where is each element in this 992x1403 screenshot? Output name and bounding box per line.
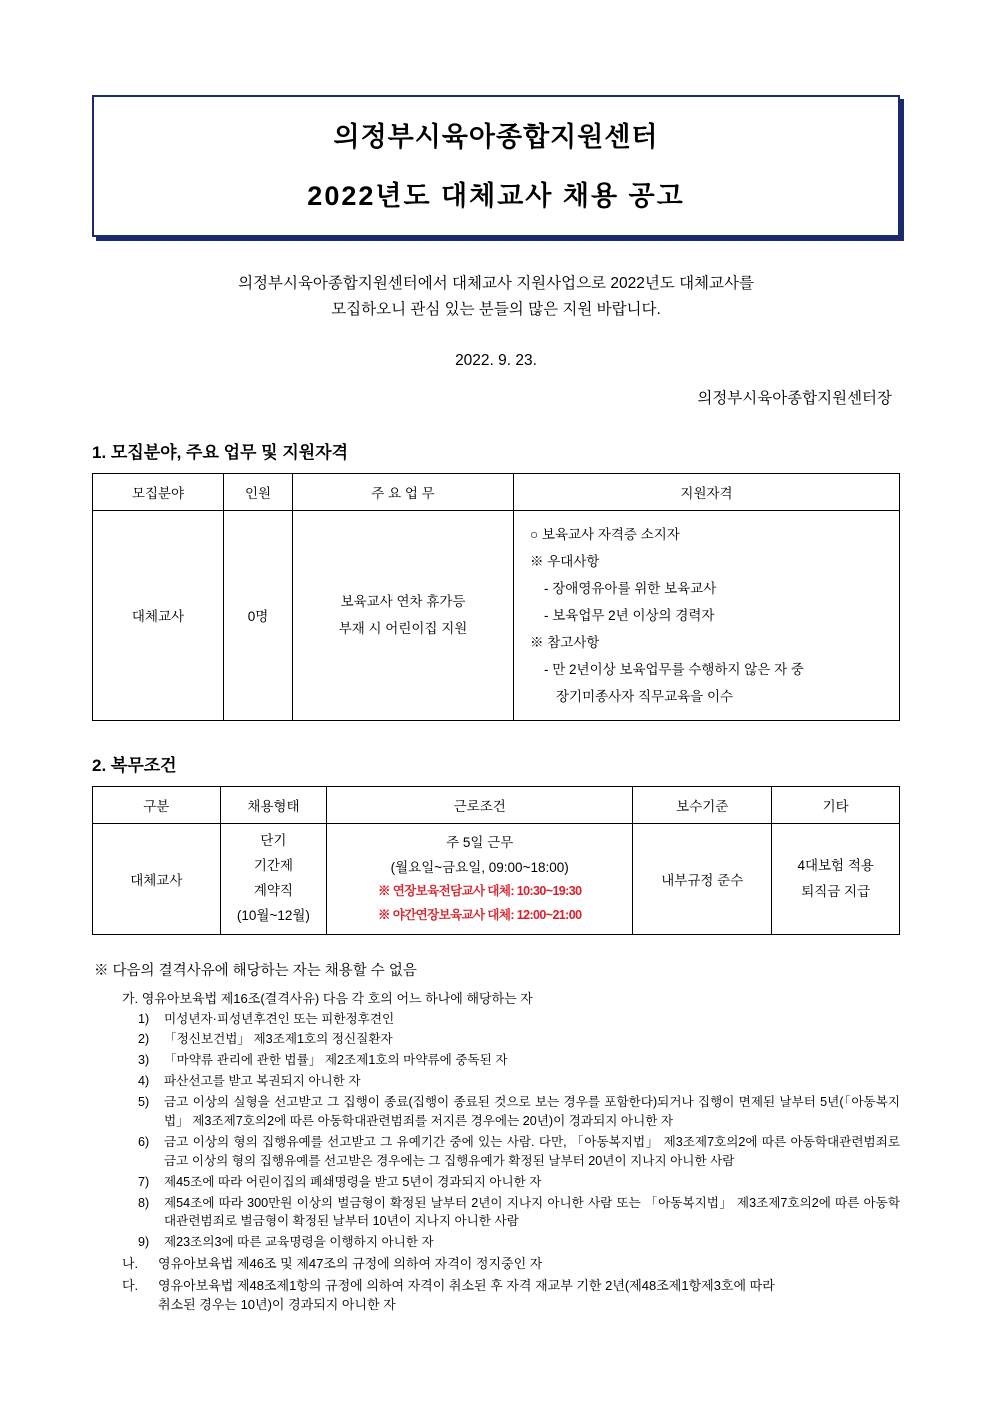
- qual-line-4: - 보육업무 2년 이상의 경력자: [544, 607, 715, 623]
- announcement-date: 2022. 9. 23.: [455, 351, 537, 369]
- table-row: [93, 510, 900, 720]
- item-number: 1): [138, 1011, 150, 1026]
- table-header-row: [93, 786, 900, 823]
- disqualification-notes: [92, 959, 900, 1315]
- col-etc: 기타: [772, 786, 900, 823]
- table-row: [93, 823, 900, 934]
- item-number: 9): [138, 1235, 150, 1250]
- note-group-a: [92, 988, 900, 1253]
- cond-note-night-care: ※ 야간연장보육교사 대체: 12:00~21:00: [377, 907, 582, 922]
- list-item: [138, 1194, 900, 1232]
- note-item-list: [122, 1010, 900, 1253]
- qual-line-6: - 만 2년이상 보육업무를 수행하지 않은 자 중: [544, 661, 804, 677]
- cell-duty: [293, 510, 514, 720]
- col-working-condition: 근로조건: [327, 786, 633, 823]
- list-item: [138, 1133, 900, 1171]
- col-qualification: 지원자격: [514, 473, 900, 510]
- item-text: 금고 이상의 형의 집행유예를 선고받고 그 유예기간 중에 있는 사람. 다만, 「아동복지법」 제3조제7호의2에 따른 아동학대관련범죄로 금고 이상의 형의 집행유예를 선고받은 경우에는 그 집행유예가 확정된 날부터 20년이 지나지 아니한 사람: [164, 1134, 900, 1168]
- cell-count: 0명: [224, 510, 293, 720]
- etc-line-2: 퇴직금 지급: [801, 883, 871, 899]
- intro-paragraph: [92, 271, 900, 324]
- etc-line-1: 4대보험 적용: [797, 857, 874, 873]
- col-gubun: 구분: [93, 786, 221, 823]
- intro-line-2: 모집하오니 관심 있는 분들의 많은 지원 바랍니다.: [331, 301, 661, 319]
- item-number: 5): [138, 1095, 150, 1110]
- cell-qualification: [514, 510, 900, 720]
- list-item: [138, 1030, 900, 1049]
- intro-line-1: 의정부시육아종합지원센터에서 대체교사 지원사업으로 2022년도 대체교사를: [238, 275, 754, 292]
- cell-working-condition: [327, 823, 633, 934]
- recruitment-table: [92, 473, 900, 721]
- title-box: [92, 95, 900, 237]
- list-item: [138, 1173, 900, 1192]
- item-text: 「마약류 관리에 관한 법률」 제2조제1호의 마약류에 중독된 자: [164, 1053, 508, 1068]
- cell-employment-type: [220, 823, 327, 934]
- note-label-c: 다.: [122, 1277, 139, 1293]
- note-line-c: [122, 1276, 900, 1315]
- note-label-b: 나.: [122, 1256, 139, 1272]
- duty-line-2: 부재 시 어린이집 지원: [338, 621, 468, 637]
- col-pay-standard: 보수기준: [633, 786, 772, 823]
- note-group-a-title: 가. 영유아보육법 제16조(결격사유) 다음 각 호의 어느 하나에 해당하는 자: [122, 990, 533, 1006]
- item-number: 7): [138, 1174, 150, 1189]
- item-number: 6): [138, 1134, 150, 1149]
- cond-note-extended-care: ※ 연장보육전담교사 대체: 10:30~19:30: [377, 884, 582, 899]
- item-text: 제23조의3에 따른 교육명령을 이행하지 아니한 자: [164, 1235, 434, 1250]
- list-item: [138, 1093, 900, 1131]
- issuer-name: 의정부시육아종합지원센터장: [697, 389, 892, 407]
- announcement-title: 2022년도 대체교사 채용 공고: [307, 181, 685, 211]
- type-line-2: 기간제: [253, 857, 293, 873]
- qual-line-5: ※ 참고사항: [530, 634, 600, 650]
- list-item: [138, 1051, 900, 1070]
- col-count: 인원: [224, 473, 293, 510]
- notes-title: ※ 다음의 결격사유에 해당하는 자는 채용할 수 없음: [94, 962, 417, 979]
- col-duty: 주 요 업 무: [293, 473, 514, 510]
- item-number: 2): [138, 1032, 150, 1047]
- qual-line-2: ※ 우대사항: [530, 553, 600, 569]
- col-field: 모집분야: [93, 473, 224, 510]
- item-text: 파산선고를 받고 복권되지 아니한 자: [164, 1074, 361, 1089]
- duty-line-1: 보육교사 연차 휴가등: [340, 594, 466, 610]
- item-text: 「정신보건법」 제3조제1호의 정신질환자: [164, 1032, 393, 1047]
- cond-line-2: (월요일~금요일, 09:00~18:00): [390, 859, 569, 875]
- note-text-c: 영유아보육법 제48조제1항의 규정에 의하여 자격이 취소된 후 자격 재교부 기한 2년(제48조제1항제3호에 따라: [158, 1277, 775, 1293]
- item-number: 8): [138, 1195, 150, 1210]
- center-name: 의정부시육아종합지원센터: [333, 122, 659, 152]
- list-item: [138, 1233, 900, 1252]
- type-line-1: 단기: [260, 832, 287, 848]
- note-text-b: 영유아보육법 제46조 및 제47조의 규정에 의하여 자격이 정지중인 자: [158, 1256, 543, 1272]
- cell-field: 대체교사: [93, 510, 224, 720]
- col-employment-type: 채용형태: [220, 786, 327, 823]
- cond-line-1: 주 5일 근무: [446, 834, 514, 850]
- type-line-3: 계약직: [253, 882, 293, 898]
- cell-gubun: 대체교사: [93, 823, 221, 934]
- type-line-4: (10월~12월): [236, 907, 310, 923]
- note-group-b: [92, 1254, 900, 1274]
- item-number: 4): [138, 1074, 150, 1089]
- item-text: 제45조에 따라 어린이집의 폐쇄명령을 받고 5년이 경과되지 아니한 자: [164, 1174, 542, 1189]
- item-text: 금고 이상의 실형을 선고받고 그 집행이 종료(집행이 종료된 것으로 보는 경우를 포함한다)되거나 집행이 면제된 날부터 5년(「아동복지법」 제3조제7호의2에 따른 아동학대관련범죄를 저지른 경우에는 20년)이 경과되지 아니한 자: [164, 1095, 900, 1129]
- item-text: 제54조에 따라 300만원 이상의 벌금형이 확정된 날부터 2년이 지나지 아니한 사람 또는 「아동복지법」 제3조제7호의2에 따른 아동학대관련범죄로 벌금형이 확정된 날부터 10년이 지나지 아니한 사람: [164, 1195, 900, 1229]
- note-text-c-cont: 취소된 경우는 10년)이 경과되지 아니한 자: [158, 1297, 396, 1313]
- list-item: [138, 1010, 900, 1029]
- qual-line-3: - 장애영유아를 위한 보육교사: [544, 580, 717, 596]
- qual-line-1: ○ 보육교사 자격증 소지자: [530, 526, 680, 542]
- cell-pay-standard: 내부규정 준수: [633, 823, 772, 934]
- section-2-heading: 2. 복무조건: [92, 755, 177, 775]
- qual-line-7: 장기미종사자 직무교육을 이수: [556, 688, 734, 704]
- cell-etc: [772, 823, 900, 934]
- note-line-b: [122, 1254, 900, 1274]
- list-item: [138, 1072, 900, 1091]
- item-number: 3): [138, 1053, 150, 1068]
- note-group-c: [92, 1276, 900, 1315]
- section-1-heading: 1. 모집분야, 주요 업무 및 지원자격: [92, 442, 349, 462]
- work-conditions-table: [92, 786, 900, 935]
- table-header-row: [93, 473, 900, 510]
- item-text: 미성년자·피성년후견인 또는 피한정후견인: [164, 1011, 395, 1026]
